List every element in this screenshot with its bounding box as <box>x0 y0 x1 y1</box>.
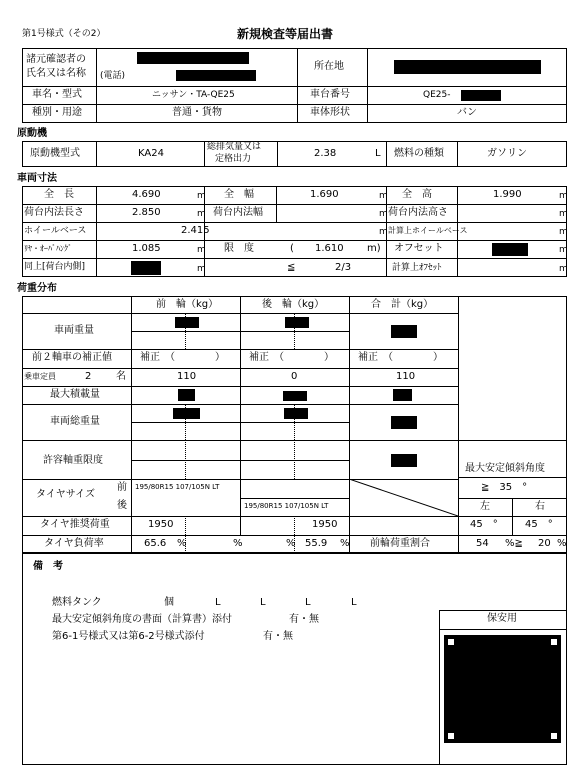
stability-label: 最大安定傾斜角度 <box>465 463 545 474</box>
vehicle-type-value: 普通・貨物 <box>172 107 222 118</box>
unit-m: m <box>559 264 568 274</box>
stability-right-value: 45 ° <box>525 519 553 530</box>
correction-label: 前２軸車の補正値 <box>32 352 112 363</box>
diagonal-slash <box>349 479 458 516</box>
engine-table <box>22 141 567 167</box>
stability-left-value: 45 ° <box>470 519 498 530</box>
redacted-axle-limit-total <box>391 454 417 467</box>
displacement-unit: L <box>375 148 381 159</box>
capacity-unit: 名 <box>116 371 126 382</box>
engine-model-value: KA24 <box>138 148 164 159</box>
dimensions-section-title: 車両寸法 <box>17 173 57 184</box>
unit-m: m <box>197 245 206 255</box>
calc-wheelbase-label: 計算上ホイールベース <box>388 226 468 235</box>
vehicle-name-label: 車名・型式 <box>32 89 82 100</box>
col-rear-header: 後 輪（kg） <box>262 299 325 310</box>
front-ratio-pct: % <box>557 538 567 549</box>
redacted-address <box>394 60 541 74</box>
correction-rear: 補正 （ ） <box>249 352 334 363</box>
percent-sign: % <box>286 538 296 549</box>
calc-sheet-attach-label: 最大安定傾斜角度の書面（計算書）添付 <box>52 614 232 625</box>
engine-section-title: 原動機 <box>17 128 47 139</box>
unit-m: m <box>559 245 568 255</box>
fuel-tank-l1: L <box>215 597 221 608</box>
capacity-front: 110 <box>177 371 197 382</box>
recommended-front: 1950 <box>148 519 174 530</box>
cargo-length-value: 2.850 <box>132 207 161 218</box>
displacement-value: 2.38 <box>314 148 337 159</box>
unit-m: m <box>197 264 206 274</box>
phone-label: (電話) <box>100 71 126 81</box>
load-section-title: 荷重分布 <box>17 283 57 294</box>
displacement-label-1: 総排気量又は <box>207 142 262 152</box>
body-shape-value: バン <box>457 107 477 118</box>
fuel-tank-count-unit: 個 <box>164 597 174 608</box>
redacted-gross-total <box>391 416 417 429</box>
redacted-total-weight <box>391 325 417 338</box>
wheelbase-value: 2.415 <box>181 225 210 236</box>
unit-m: m <box>379 209 388 219</box>
capacity-label: 乗車定員 <box>24 372 56 381</box>
front-ratio-min: 20 <box>538 538 551 549</box>
safety-stamp-label: 保安用 <box>487 613 517 624</box>
height-label: 全 高 <box>402 189 432 200</box>
cargo-height-label: 荷台内法高さ <box>388 207 448 218</box>
percent-sign: % <box>340 538 350 549</box>
owner-label-line2: 氏名又は名称 <box>26 68 86 79</box>
redacted-gross-rear <box>284 408 308 419</box>
stability-right-label: 右 <box>535 501 545 512</box>
redacted-front-weight <box>175 317 199 328</box>
capacity-total: 110 <box>396 371 416 382</box>
form6-attach-label: 第6-1号様式又は第6-2号様式添付 <box>52 631 205 642</box>
unit-m: m <box>559 191 568 201</box>
axle-limit-label: 許容軸重限度 <box>43 455 103 466</box>
unit-m: m <box>379 191 388 201</box>
chassis-label: 車台番号 <box>310 89 350 100</box>
front-ratio-mid: %≧ <box>505 538 523 549</box>
width-value: 1.690 <box>310 189 339 200</box>
redacted-rear-weight <box>285 317 309 328</box>
vehicle-weight-label: 車両重量 <box>54 325 94 336</box>
redacted-phone <box>176 70 256 81</box>
length-label: 全 長 <box>44 189 74 200</box>
unit-m: m <box>197 209 206 219</box>
unit-m: m <box>379 227 388 237</box>
wheelbase-label: ホイールベース <box>24 226 87 236</box>
fuel-tank-l2: L <box>260 597 266 608</box>
tire-front-label: 前 <box>117 482 127 493</box>
limit-label: 限 度 <box>224 243 254 254</box>
redacted-owner-name <box>137 52 249 64</box>
ratio-value: 2/3 <box>335 262 352 273</box>
remarks-title: 備 考 <box>33 561 63 572</box>
recommended-load-label: タイヤ推奨荷重 <box>40 519 110 530</box>
redacted-max-load-total <box>393 389 412 401</box>
stability-left-label: 左 <box>480 501 490 512</box>
corner-mark <box>550 732 558 740</box>
tire-front-value: 195/80R15 107/105N LT <box>135 483 220 491</box>
corner-mark <box>447 732 455 740</box>
recommended-rear: 1950 <box>312 519 338 530</box>
stability-value: ≧ 35 ° <box>481 482 528 493</box>
redacted-cargo-inside <box>131 261 161 275</box>
fuel-tank-label: 燃料タンク <box>52 597 102 608</box>
redacted-stamp <box>444 635 561 743</box>
correction-total: 補正 （ ） <box>358 352 443 363</box>
limit-value: 1.610 <box>315 243 344 254</box>
limit-close: m) <box>367 243 381 254</box>
fuel-type-value: ガソリン <box>487 148 527 159</box>
fuel-tank-l3: L <box>305 597 311 608</box>
page-title: 新規検査等届出書 <box>237 27 334 41</box>
tire-rear-value: 195/80R15 107/105N LT <box>244 502 329 510</box>
calc-sheet-attach-option: 有・無 <box>289 614 319 625</box>
calc-offset-label: 計算上ｵﾌｾｯﾄ <box>392 263 442 273</box>
tire-rear-label: 後 <box>117 500 127 511</box>
redacted-max-load-front <box>178 389 195 401</box>
cargo-width-label: 荷台内法幅 <box>213 207 263 218</box>
redacted-offset <box>492 243 528 256</box>
limit-open: ( <box>290 243 294 254</box>
length-value: 4.690 <box>132 189 161 200</box>
cargo-length-label: 荷台内法長さ <box>24 207 84 218</box>
percent-sign: % <box>177 538 187 549</box>
same-cargo-inside-label: 同上[荷台内側] <box>24 262 86 272</box>
col-total-header: 合 計（kg） <box>371 299 434 310</box>
capacity-rear: 0 <box>291 371 298 382</box>
address-label: 所在地 <box>314 61 344 72</box>
vehicle-type-label: 種別・用途 <box>32 107 82 118</box>
unit-m: m <box>559 227 568 237</box>
redacted-chassis <box>461 90 501 101</box>
redacted-gross-front <box>173 408 200 419</box>
tire-size-label: タイヤサイズ <box>36 489 95 500</box>
unit-m: m <box>197 191 206 201</box>
capacity-value: 2 <box>85 371 92 382</box>
fuel-type-label: 燃料の種類 <box>394 148 444 159</box>
offset-label: オフセット <box>394 243 444 254</box>
vehicle-name-value: ニッサン・TA-QE25 <box>152 90 235 100</box>
gross-weight-label: 車両総重量 <box>50 416 100 427</box>
front-ratio-label: 前輪荷重割合 <box>370 538 430 549</box>
correction-front: 補正 （ ） <box>140 352 225 363</box>
corner-mark <box>447 638 455 646</box>
corner-mark <box>550 638 558 646</box>
load-rate-label: タイヤ負荷率 <box>44 538 104 549</box>
engine-model-label: 原動機型式 <box>30 148 80 159</box>
percent-sign: % <box>233 538 243 549</box>
rear-overhang-value: 1.085 <box>132 243 161 254</box>
ratio-symbol: ≦ <box>287 262 296 273</box>
form6-attach-option: 有・無 <box>263 631 293 642</box>
max-load-label: 最大積載量 <box>50 389 100 400</box>
body-shape-label: 車体形状 <box>310 107 350 118</box>
load-rate-rear: 55.9 <box>305 538 328 549</box>
rear-overhang-label: ﾘﾔ・ｵｰﾊﾞﾊﾝｸﾞ <box>24 244 72 253</box>
form-number: 第1号様式（その2） <box>22 29 106 39</box>
chassis-value: QE25- <box>423 90 451 100</box>
owner-label-line1: 諸元確認者の <box>26 54 86 65</box>
height-value: 1.990 <box>493 189 522 200</box>
width-label: 全 幅 <box>224 189 254 200</box>
displacement-label-2: 定格出力 <box>215 154 252 164</box>
unit-m: m <box>559 209 568 219</box>
front-ratio-value: 54 <box>476 538 489 549</box>
load-rate-front: 65.6 <box>144 538 167 549</box>
fuel-tank-l4: L <box>351 597 357 608</box>
col-front-header: 前 輪（kg） <box>156 299 219 310</box>
redacted-max-load-rear <box>283 391 307 401</box>
